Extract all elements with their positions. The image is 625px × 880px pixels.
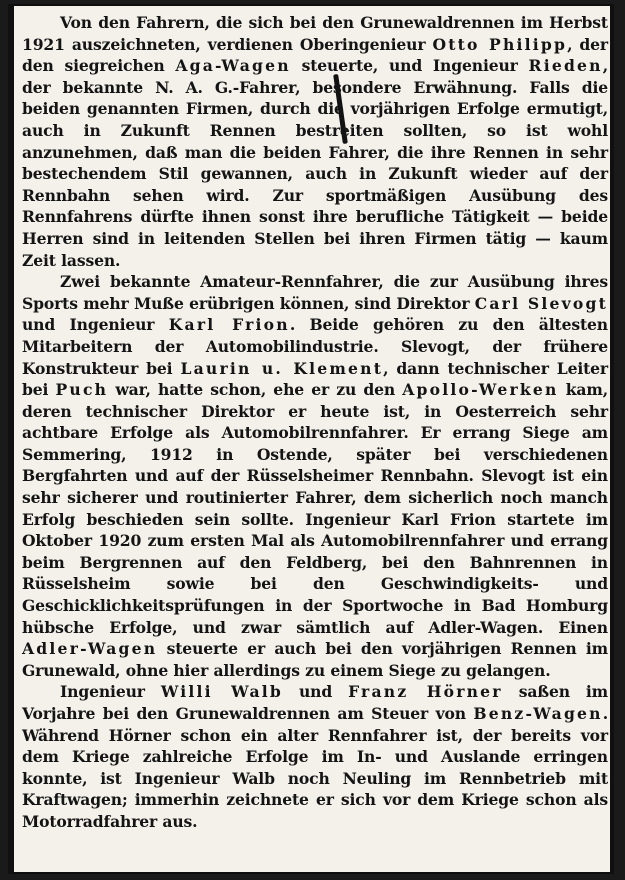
body-text: , dann technischer Leiter bei: [22, 358, 608, 400]
body-text: . Während Hörner schon ein alter Rennfahrer ist, der bereits vor dem Kriege zahlreiche Erfolge im In- und Auslande erringen konnte, ist Ingenieur Walb noch Neuling im Rennbetrieb mit Kraftwagen; immerhin zeichnete er sich vor dem Kriege schon als Motorradfahrer aus.: [22, 704, 608, 831]
spaced-name-text: Laurin u. Klement: [180, 358, 384, 378]
spaced-name-text: Apollo-Werken: [402, 380, 559, 400]
body-text: und Ingenieur: [22, 315, 169, 335]
body-text: , der bekannte N. A. G.-Fahrer, besondere Erwähnung. Falls die beiden genannten Firmen, durch die vorjährigen Erfolge ermutigt, auch in Zukunft Rennen bestreiten sollten, so ist wohl anzunehmen, daß man die beiden Fahrer, die ihre Rennen in sehr bestechendem Stil gewannen, auch in Zukunft wieder auf der Rennbahn sehen wird. Zur sportmäßigen Ausübung des Rennfahrens dürfte ihnen sonst ihre berufliche Tätigkeit — beide Herren sind in leitenden Stellen bei ihren Firmen tätig — kaum Zeit lassen.: [22, 56, 608, 270]
paragraph-grunewald-drivers: [22, 12, 608, 271]
body-text: steuerte er auch bei den vorjährigen Rennen im Grunewald, ohne hier allerdings zu einem Siege zu gelangen.: [22, 639, 608, 680]
body-text: -: [215, 56, 222, 76]
spaced-name-text: Aga: [175, 56, 216, 76]
body-text: , der den siegreichen: [22, 34, 608, 76]
spaced-name-text: Otto Philipp: [432, 34, 568, 54]
body-text: kam, deren technischer Direktor er heute ist, in Oesterreich sehr achtbare Erfolge als Automobilrennfahrer. Er errang Siege am Semmering, 1912 in Ostende, später bei verschiedenen Bergfahrten und auf der Rüsselsheimer Rennbahn. Slevogt ist ein sehr sicherer und routinierter Fahrer, dem sicherlich noch manch Erfolg beschieden sein sollte. Ingenieur Karl Frion startete im Oktober 1920 zum ersten Mal als Automobilrennfahrer und errang beim Bergrennen auf den Feldberg, bei den Bahnrennen in Rüsselsheim sowie bei den Geschwindigkeits- und Geschicklichkeitsprüfungen in der Sportwoche in Bad Homburg hübsche Erfolge, und zwar sämtlich auf Adler-Wagen. Einen: [22, 380, 608, 637]
body-text: Von den Fahrern, die sich bei den Grunewaldrennen im Herbst 1921 auszeichneten, verdienen Oberingenieur: [22, 13, 608, 54]
body-text: Zwei bekannte Amateur-Rennfahrer, die zur Ausübung ihres Sports mehr Muße erübrigen können, sind Direktor: [22, 272, 608, 313]
spaced-name-text: Karl Frion: [168, 315, 290, 335]
paragraph-benz-drivers: [22, 681, 608, 832]
paragraph-amateur-drivers: [22, 271, 608, 681]
body-text: und: [282, 682, 349, 702]
spaced-name-text: Rieden: [528, 56, 603, 76]
spaced-name-text: Adler-Wagen: [22, 639, 158, 659]
article-body: [8, 12, 614, 833]
spaced-name-text: Franz Hörner: [348, 682, 503, 702]
newspaper-clipping: [8, 4, 614, 874]
body-text: Ingenieur: [60, 682, 161, 702]
body-text: . Beide gehören zu den ältesten Mitarbeitern der Automobilindustrie. Slevogt, der frühere Konstrukteur bei: [22, 315, 608, 378]
spaced-name-text: Puch: [55, 380, 109, 400]
spaced-name-text: Carl Slevogt: [474, 293, 608, 313]
body-text: saßen im Vorjahre bei den Grunewaldrennen am Steuer von: [22, 682, 609, 723]
spaced-name-text: Willi Walb: [160, 682, 283, 702]
body-text: war, hatte schon, ehe er zu den: [108, 380, 403, 400]
body-text: steuerte, und Ingenieur: [290, 56, 529, 76]
spaced-name-text: Wagen: [221, 56, 291, 76]
spaced-name-text: Benz-Wagen: [473, 704, 603, 723]
